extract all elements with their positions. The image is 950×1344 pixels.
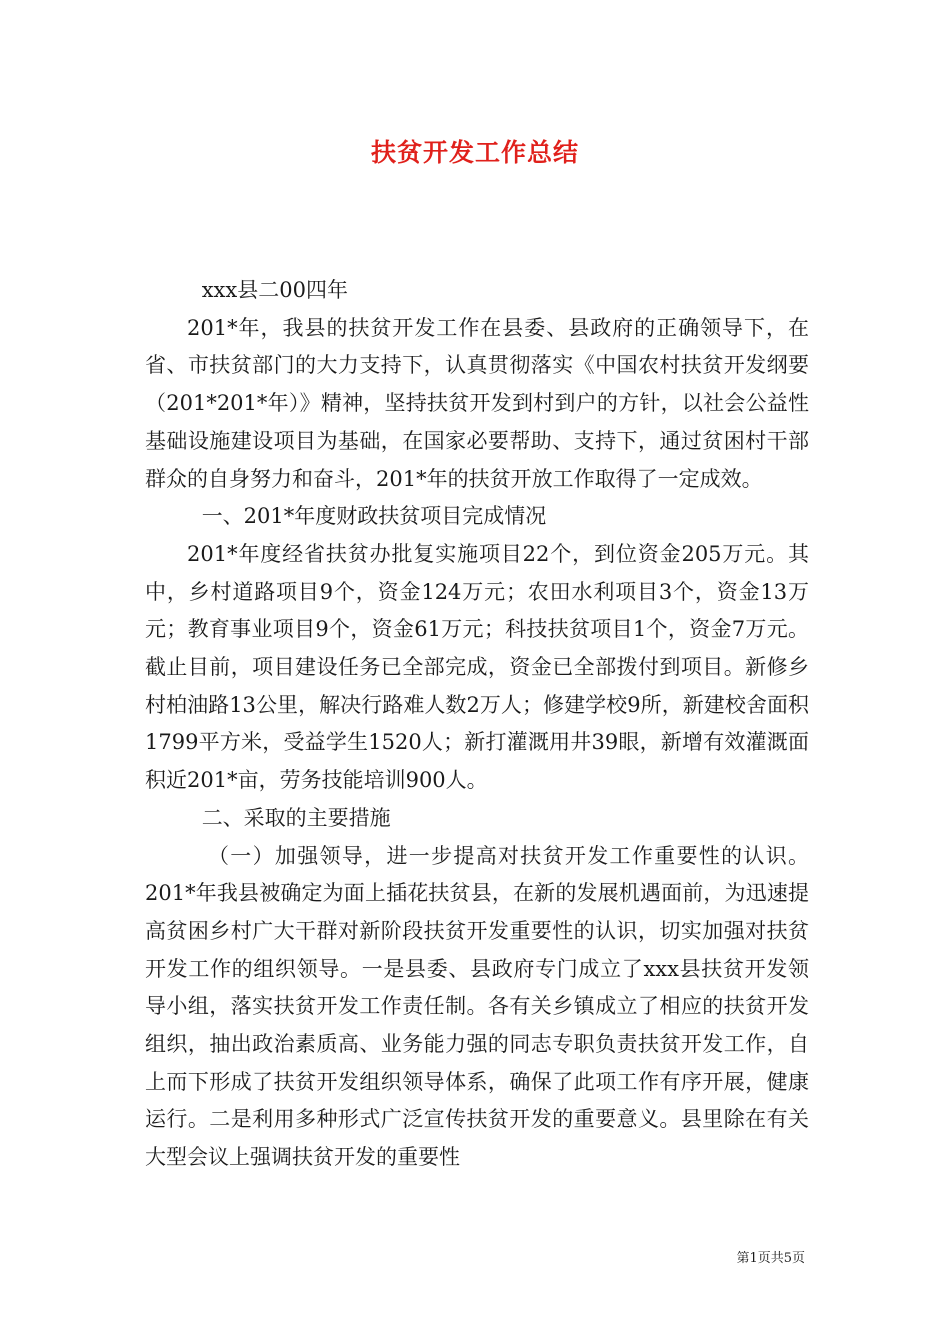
paragraph-measures: （一）加强领导，进一步提高对扶贫开发工作重要性的认识。201*年我县被确定为面上插花扶贫县，在新的发展机遇面前，为迅速提高贫困乡村广大干群对新阶段扶贫开发重要性的认识，切实加强对扶贫开发工作的组织领导。一是县委、县政府专门成立了xxx县扶贫开发领导小组，落实扶贫开发工作责任制。各有关乡镇成立了相应的扶贫开发组织，抽出政治素质高、业务能力强的同志专职负责扶贫开发工作，自上而下形成了扶贫开发组织领导体系，确保了此项工作有序开展，健康运行。二是利用多种形式广泛宣传扶贫开发的重要意义。县里除在有关大型会议上强调扶贫开发的重要性 <box>145 843 809 1170</box>
document-body <box>145 272 809 1177</box>
page-number: 第1页共5页 <box>736 1251 805 1266</box>
paragraph-intro: 201*年，我县的扶贫开发工作在县委、县政府的正确领导下，在省、市扶贫部门的大力支持下，认真贯彻落实《中国农村扶贫开发纲要（201*201*年）》精神，坚持扶贫开发到村到户的方针，以社会公益性基础设施建设项目为基础，在国家必要帮助、支持下，通过贫困村干部群众的自身努力和奋斗，201*年的扶贫开放工作取得了一定成效。 <box>145 315 809 491</box>
section-heading-2: 二、采取的主要措施 <box>201 805 391 830</box>
paragraph-projects: 201*年度经省扶贫办批复实施项目22个，到位资金205万元。其中，乡村道路项目9个，资金124万元；农田水利项目3个，资金13万元；教育事业项目9个，资金61万元；科技扶贫项目1个，资金7万元。截止目前，项目建设任务已全部完成，资金已全部拨付到项目。新修乡村柏油路13公里，解决行路难人数2万人；修建学校9所，新建校舍面积1799平方米，受益学生1520人；新打灌溉用井39眼，新增有效灌溉面积近201*亩，劳务技能培训900人。 <box>145 541 809 793</box>
section-heading-1: 一、201*年度财政扶贫项目完成情况 <box>201 504 547 529</box>
document-subtitle: xxx县二00四年 <box>201 278 348 302</box>
document-title: 扶贫开发工作总结 <box>370 138 579 167</box>
